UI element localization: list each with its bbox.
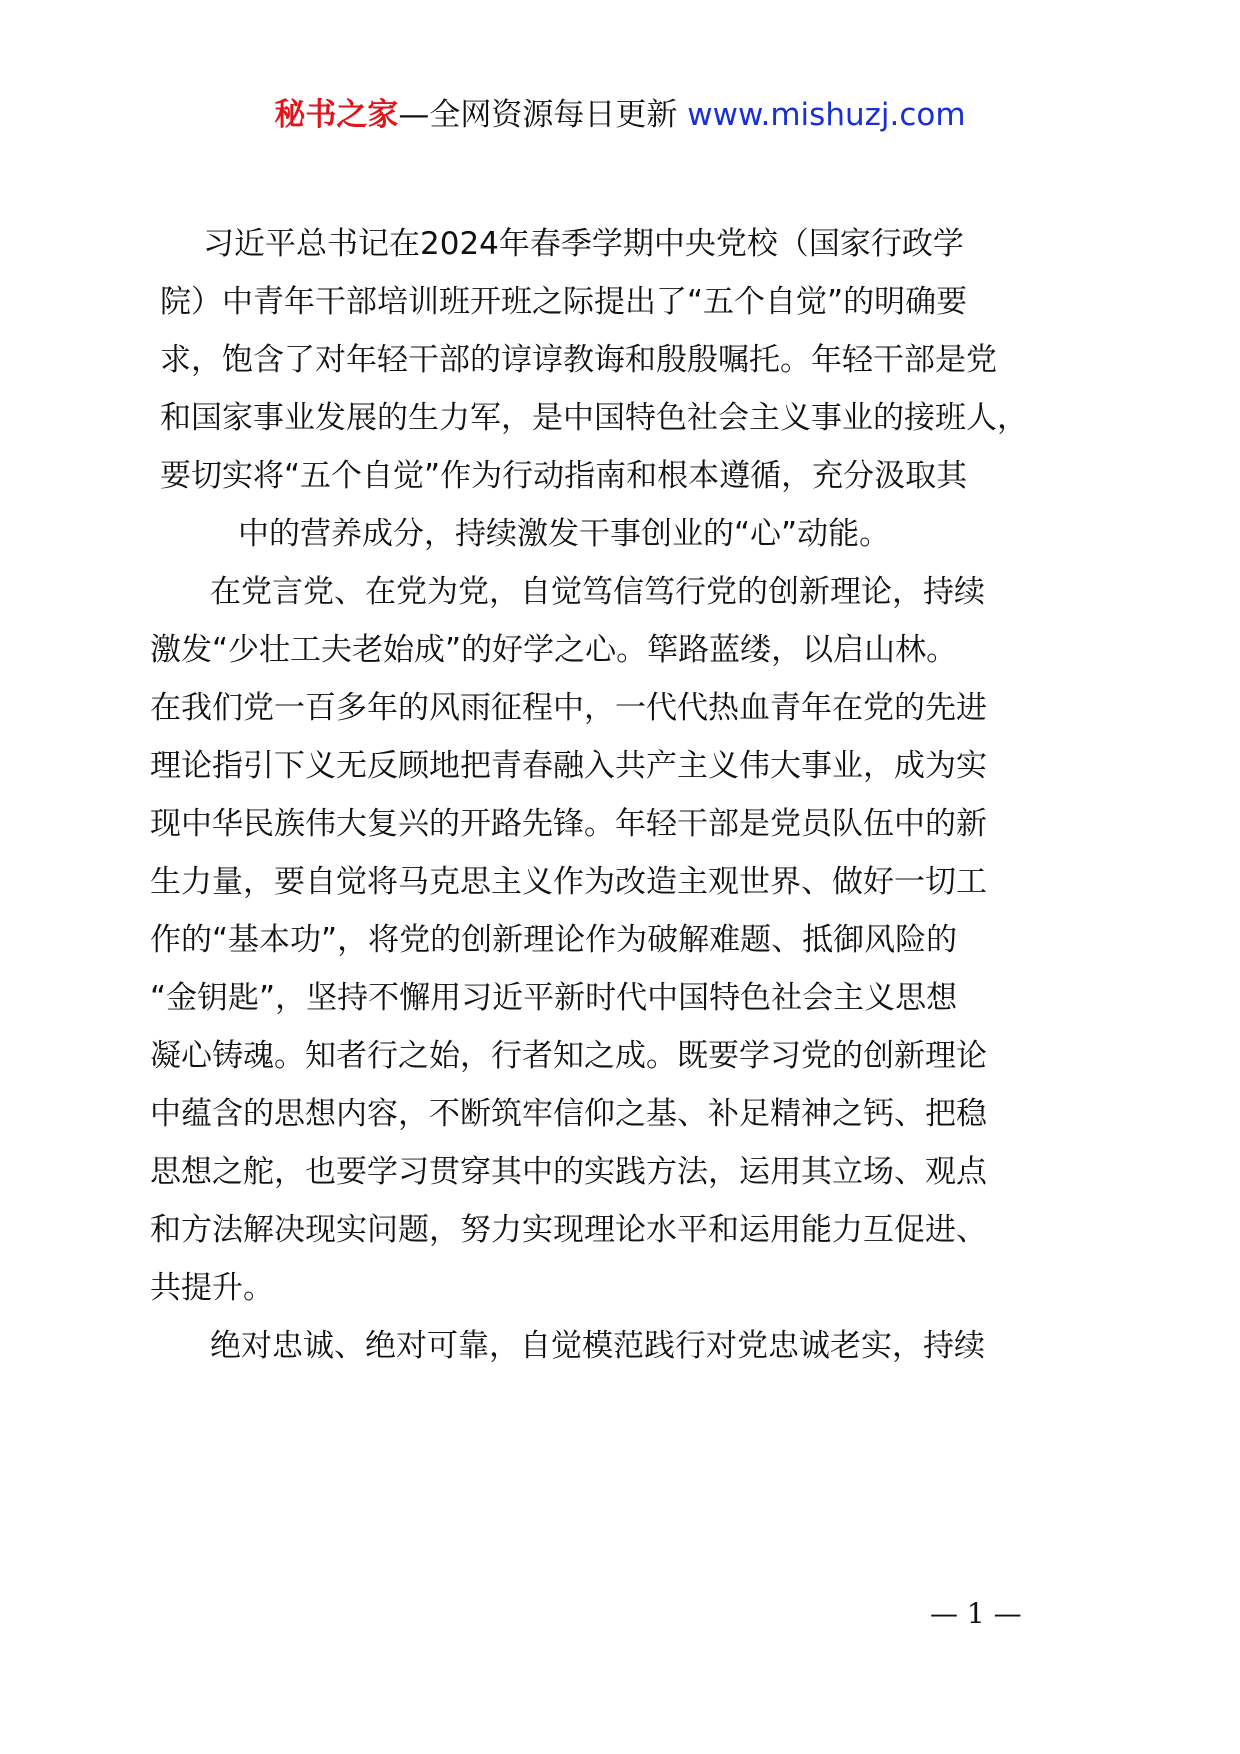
text-line: 中蕴含的思想内容，不断筑牢信仰之基、补足精神之钙、把稳 [150,1096,987,1132]
text-line: 生力量，要自觉将马克思主义作为改造主观世界、做好一切工 [150,864,987,900]
text-line: 绝对忠诚、绝对可靠，自觉模范践行对党忠诚老实，持续 [210,1328,985,1364]
text-line: 在党言党、在党为党，自觉笃信笃行党的创新理论，持续 [210,574,985,610]
text-line: 现中华民族伟大复兴的开路先锋。年轻干部是党员队伍中的新 [150,806,987,842]
text-line: 激发“少壮工夫老始成”的好学之心。筚路蓝缕，以启山林。 [150,632,958,668]
text-line: 共提升。 [150,1270,274,1306]
text-line: 和国家事业发展的生力军，是中国特色社会主义事业的接班人， [160,400,1028,436]
text-line: 求，饱含了对年轻干部的谆谆教诲和殷殷嘱托。年轻干部是党 [160,342,997,378]
text-line: 在我们党一百多年的风雨征程中，一代代热血青年在党的先进 [150,690,987,726]
page-header [0,95,1240,135]
text-line: 院）中青年干部培训班开班之际提出了“五个自觉”的明确要 [160,284,968,320]
site-url[interactable]: www.mishuzj.com [687,97,966,133]
text-line: 思想之舵，也要学习贯穿其中的实践方法，运用其立场、观点 [150,1154,987,1190]
text-line: 要切实将“五个自觉”作为行动指南和根本遵循，充分汲取其 [160,458,968,494]
text-line: “金钥匙”，坚持不懈用习近平新时代中国特色社会主义思想 [150,980,958,1016]
text-line: 理论指引下义无反顾地把青春融入共产主义伟大事业，成为实 [150,748,987,784]
site-slogan: —全网资源每日更新 [398,97,678,133]
text-line: 和方法解决现实问题，努力实现理论水平和运用能力互促进、 [150,1212,987,1248]
site-brand: 秘书之家 [274,97,399,133]
text-line: 中的营养成分，持续激发干事创业的“心”动能。 [238,516,891,552]
text-line: 作的“基本功”，将党的创新理论作为破解难题、抵御风险的 [150,922,958,958]
page-number: — 1 — [930,1597,1022,1630]
text-line: 凝心铸魂。知者行之始，行者知之成。既要学习党的创新理论 [150,1038,987,1074]
text-line: 习近平总书记在2024年春季学期中央党校（国家行政学 [203,226,964,262]
